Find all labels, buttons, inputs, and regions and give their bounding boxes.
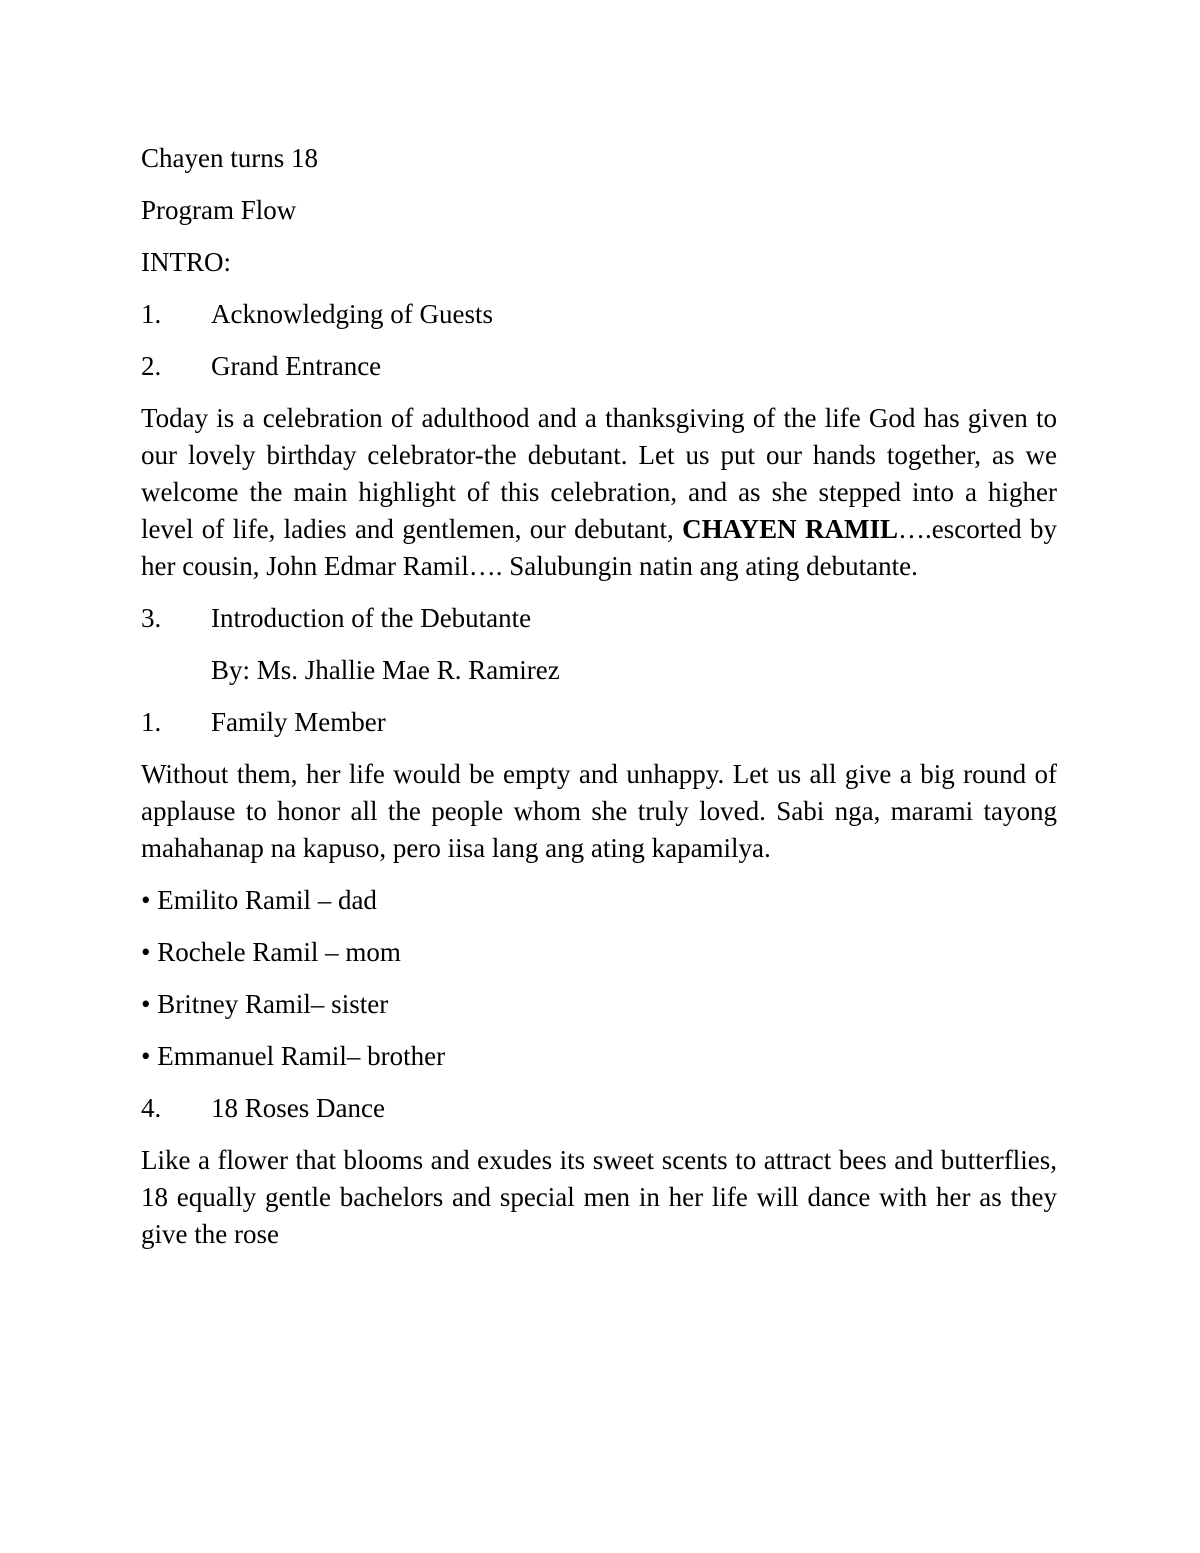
roses-paragraph: Like a flower that blooms and exudes its sweet scents to attract bees and butterflies, 18 equally gentle bachelors and special men in her life will dance with her as they give the rose	[141, 1145, 1057, 1249]
list-item-text: Introduction of the Debutante	[211, 603, 532, 633]
section-intro-heading: INTRO:	[141, 247, 231, 277]
family-member-item: • Rochele Ramil – mom	[141, 937, 401, 967]
list-item	[141, 1090, 1057, 1127]
family-paragraph: Without them, her life would be empty and unhappy. Let us all give a big round of applause to honor all the people whom she truly loved. Sabi nga, marami tayong mahahanap na kapuso, pero iisa lang ang ating kapamilya.	[141, 759, 1057, 863]
paragraph-text: Today is a celebration of adulthood and a thanksgiving of the life God has given to our lovely birthday celebrator-the debutant. Let us put our hands together, as we welcome the main highlight of this celebration, and as she stepped into a higher level of life, ladies and gentlemen, our debutant,	[141, 403, 1057, 544]
list-item-text: 18 Roses Dance	[211, 1093, 385, 1123]
list-item-text: Family Member	[211, 707, 386, 737]
grand-entrance-paragraph	[141, 400, 1057, 585]
list-item-number: 2.	[141, 351, 162, 381]
family-member-item: • Britney Ramil– sister	[141, 989, 389, 1019]
list-item	[141, 704, 1057, 741]
list-item-number: 1.	[141, 707, 162, 737]
debutant-name: CHAYEN RAMIL	[682, 514, 898, 544]
list-item-text: Grand Entrance	[211, 351, 382, 381]
presenter-text: By: Ms. Jhallie Mae R. Ramirez	[211, 655, 560, 685]
family-member-item: • Emilito Ramil – dad	[141, 885, 377, 915]
list-item-number: 4.	[141, 1093, 162, 1123]
list-item-number: 1.	[141, 299, 162, 329]
list-item-number: 3.	[141, 603, 162, 633]
document-subtitle: Program Flow	[141, 195, 297, 225]
list-item	[141, 348, 1057, 385]
document-page	[141, 140, 1057, 1253]
family-member-item: • Emmanuel Ramil– brother	[141, 1041, 446, 1071]
list-item	[141, 296, 1057, 333]
list-item	[141, 600, 1057, 637]
list-item-text: Acknowledging of Guests	[211, 299, 493, 329]
document-title: Chayen turns 18	[141, 143, 318, 173]
presenter-line	[141, 652, 1057, 689]
paragraph-text: ….escorted by her cousin, John Edmar Ramil…. Salubungin natin ang ating debutante.	[141, 514, 1057, 581]
